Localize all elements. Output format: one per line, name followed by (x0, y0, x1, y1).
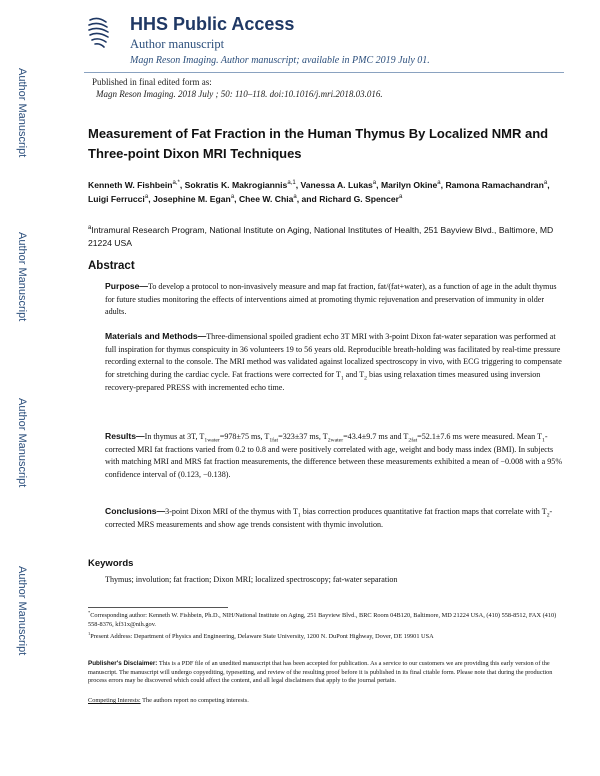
author-separator: , (179, 180, 185, 190)
sidebar-author-manuscript-label: Author Manuscript (16, 398, 28, 488)
author-list (88, 178, 558, 206)
abstract-results (105, 430, 565, 482)
author-separator: , (148, 194, 153, 204)
present-address-text: Present Address: Department of Physics and Engineering, Delaware State University, 1200 N. DuPont Highway, Dover, DE 19901 USA (90, 633, 434, 640)
methods-text: Three-dimensional spoiled gradient echo 3T MRI with 3-point Dixon fat-water separation was performed at full inspiration for thymus conspicuity in 36 volunteers 19 to 56 years old. Reproducible breath-holding was facilitated by real-time pressure recording external to the console. The MRI method was validated against localized spectroscopy in vivo, with ECG triggering to compensate for stretching during the cardiac cycle. Fat fractions were corrected for T (105, 332, 562, 380)
methods-label: Materials and Methods— (105, 331, 207, 341)
author-affiliation-marker: a (398, 194, 403, 201)
author-separator: , (547, 180, 550, 190)
affiliation-text: Intramural Research Program, National Institute on Aging, National Institutes of Health, 251 Bayview Blvd., Baltimore, MD 21224 USA (88, 225, 554, 248)
disclaimer-label: Publisher's Disclaimer: (88, 660, 158, 667)
author-name: Kenneth W. Fishbein (88, 180, 173, 190)
author-affiliation-marker: a (144, 194, 149, 201)
author-name: Josephine M. Egan (152, 194, 231, 204)
sidebar-author-manuscript-label: Author Manuscript (16, 566, 28, 656)
footnote-divider (88, 607, 228, 608)
conclusions-subscript: 1 (297, 512, 301, 519)
author-affiliation-marker: a (543, 180, 548, 187)
affiliation (88, 224, 558, 250)
author-separator: , (295, 180, 301, 190)
methods-subscript: 1 (340, 375, 344, 382)
results-text: =978±75 ms, T (219, 432, 270, 441)
abstract-conclusions (105, 505, 565, 531)
keywords-text: Thymus; involution; fat fraction; Dixon MRI; localized spectroscopy; fat-water separation (105, 575, 398, 584)
author-affiliation-marker: a,* (172, 180, 180, 187)
results-subscript: 1water (204, 437, 220, 444)
results-subscript: 2water (327, 437, 344, 444)
hhs-public-access-title: HHS Public Access (130, 14, 295, 34)
competing-interests-text: The authors report no competing interests. (140, 697, 249, 704)
methods-subscript: 2 (364, 375, 367, 382)
affiliation-marker: a (88, 225, 92, 232)
methods-text: bias using relaxation times measured using inversion recovery-prepared PRESS with incremented echo time. (105, 370, 541, 392)
sidebar-author-manuscript-label: Author Manuscript (16, 232, 28, 322)
purpose-text: To develop a protocol to non-invasively measure and map fat fraction, fat/(fat+water), as a function of age in the adult thymus for future studies monitoring the effects of interventions aimed at promoting thymic rejuvenation and preservation of immunity in older adults. (105, 282, 557, 317)
header-divider (84, 72, 564, 73)
corresponding-author-footnote (88, 609, 568, 629)
sidebar-author-manuscript-label: Author Manuscript (16, 68, 28, 158)
conclusions-subscript: 2 (546, 512, 550, 519)
results-text: =323±37 ms, T (278, 432, 328, 441)
results-subscript: 1fat (269, 437, 279, 444)
keywords-heading: Keywords (88, 558, 134, 569)
author-affiliation-marker: a (372, 180, 377, 187)
results-subscript: 1 (542, 437, 545, 444)
published-form-label: Published in final edited form as: (92, 77, 212, 87)
publisher-disclaimer (88, 660, 568, 686)
author-manuscript-subtitle: Author manuscript (130, 37, 225, 51)
author-name: Richard G. Spencer (319, 194, 399, 204)
citation-line: Magn Reson Imaging. 2018 July ; 50: 110–118. doi:10.1016/j.mri.2018.03.016. (96, 89, 383, 99)
conclusions-text: 3-point Dixon MRI of the thymus with T (165, 507, 298, 516)
abstract-methods (105, 330, 565, 395)
conclusions-label: Conclusions— (105, 506, 166, 516)
hhs-eagle-logo-icon (84, 12, 114, 52)
author-separator: , (440, 180, 446, 190)
author-name: Sokratis K. Makrogiannis (184, 180, 288, 190)
competing-interests-label: Competing Interests: (88, 697, 141, 704)
author-affiliation-marker: a (437, 180, 441, 187)
abstract-purpose (105, 280, 565, 319)
author-separator: , (376, 180, 381, 190)
results-text: In thymus at 3T, T (144, 432, 205, 441)
author-name: Marilyn Okine (380, 180, 438, 190)
author-name: Ramona Ramachandran (445, 180, 544, 190)
purpose-label: Purpose— (105, 281, 148, 291)
results-text: =52.1±7.6 ms were measured. Mean T (417, 432, 543, 441)
author-name: Luigi Ferrucci (88, 194, 145, 204)
results-text: -corrected MRI fat fractions varied from 0.2 to 0.8 and were positively correlated with age, weight and body mass index (BMI). In subjects with matching MRI and MRS fat fraction measurements, the difference between these measurements exhibited a mean of −0.008 with a 95% confidence interval of (0.123, −0.138). (105, 432, 563, 480)
author-affiliation-marker: a (293, 194, 297, 201)
footnote-marker: * (88, 609, 91, 615)
results-subscript: 2fat (408, 437, 418, 444)
journal-availability-line: Magn Reson Imaging. Author manuscript; available in PMC 2019 July 01. (130, 55, 430, 66)
corresponding-author-text: Corresponding author: Kenneth W. Fishbein, Ph.D., NIH/National Institute on Aging, 251 Bayview Blvd., BRC Room 04B120, Baltimore, MD 21224 USA, (410) 558-8512, FAX (410) 558-8376, kf31x@nih.gov. (88, 612, 557, 628)
author-separator: , and (296, 194, 320, 204)
author-name: Chee W. Chia (238, 194, 294, 204)
results-label: Results— (105, 431, 145, 441)
article-title: Measurement of Fat Fraction in the Human Thymus By Localized NMR and Three-point Dixon MRI Techniques (88, 126, 549, 161)
abstract-heading: Abstract (88, 260, 135, 272)
conclusions-text: bias correction produces quantitative fat fraction maps that correlate with T (300, 507, 547, 516)
author-affiliation-marker: a (230, 194, 235, 201)
author-affiliation-marker: a,1 (287, 180, 296, 187)
present-address-footnote (88, 630, 568, 642)
footnote-marker: 1 (88, 630, 91, 636)
conclusions-text: -corrected MRS measurements and show age trends consistent with thymic involution. (105, 507, 553, 529)
competing-interests (88, 697, 249, 704)
author-name: Vanessa A. Lukas (300, 180, 373, 190)
results-text: =43.4±9.7 ms and T (343, 432, 409, 441)
disclaimer-text: This is a PDF file of an unedited manuscript that has been accepted for publication. As a service to our customers we are providing this early version of the manuscript. The manuscript will undergo copyediting, typesetting, and review of the resulting proof before it is published in its final citable form. Please note that during the production process errors may be discovered which could affect the content, and all legal disclaimers that apply to the journal pertain. (88, 660, 553, 685)
author-separator: , (234, 194, 239, 204)
methods-text: and T (343, 370, 365, 380)
